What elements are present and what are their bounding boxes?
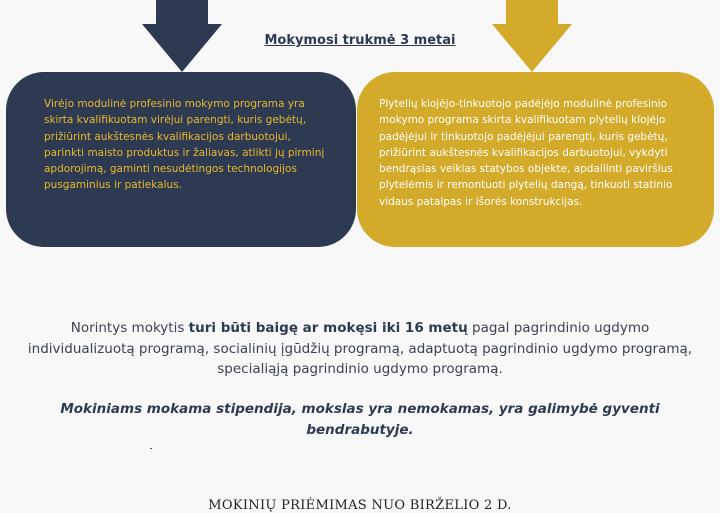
admission-requirements <box>20 318 700 380</box>
admission-heading: MOKINIŲ PRIĖMIMAS NUO BIRŽELIO 2 D. <box>208 498 512 513</box>
program-description: Virėjo modulinė profesinio mokymo programa yra skirta kvalifikuotam virėjui parengti, kuris gebėtų, prižiūrint aukštesnės kvalifikacijos darbuotojui, parinkti maisto produktus ir žaliavas, atlikti jų pirminį apdorojimą, gaminti nesudėtingos technologijos pusgaminius ir patiekalus. <box>44 98 325 192</box>
program-description: Plytelių klojėjo-tinkuotojo padėjėjo modulinė profesinio mokymo programa skirta kvalifikuotam plytelių klojėjo padėjėjui ir tinkuotojo padėjėjui parengti, kuris gebėtų, prižiūrint aukštesnės kvalifikacijos darbuotojui, vykdyti bendrąsias veiklas statybos objekte, apdailinti paviršius plytelėmis ir remontuoti plytelių dangą, tinkuoti statinio vidaus patalpas ir išorės konstrukcijas. <box>379 98 673 208</box>
program-box-tiler <box>357 72 714 247</box>
duration-label: Mokymosi trukmė 3 metai <box>264 33 456 48</box>
stray-dot <box>150 448 152 449</box>
requirement-highlight: turi būti baigę ar mokęsi iki 16 metų <box>188 320 468 336</box>
requirement-details: pagal pagrindinio ugdymo individualizuotą programą, socialinių įgūdžių programą, adaptuotą pagrindinio ugdymo programą, specialiąją pagrindinio ugdymo programą. <box>27 320 693 377</box>
requirement-intro: Norintys mokytis <box>70 320 189 336</box>
program-box-cook <box>6 72 356 247</box>
stipend-note: Mokiniams mokama stipendija, mokslas yra nemokamas, yra galimybė gyventi bendrabutyje. <box>60 401 660 438</box>
